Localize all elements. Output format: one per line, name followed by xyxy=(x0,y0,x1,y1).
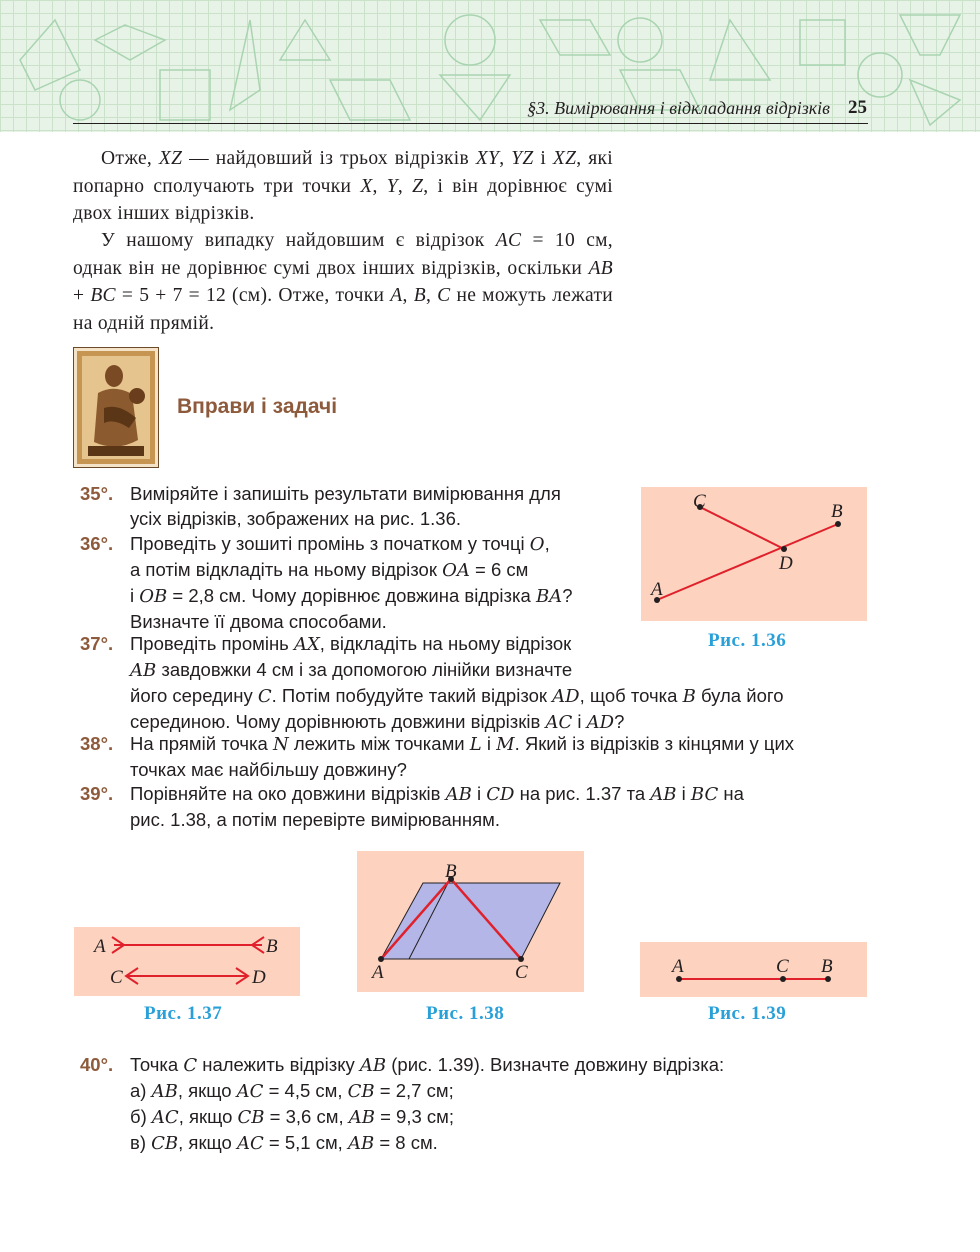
task-text-line: Виміряйте і запишіть результати вимірювання для xyxy=(130,483,561,504)
task-text-line: Порівняйте на око довжини відрізків AB і CD на рис. 1.37 та AB і BC на xyxy=(130,783,744,805)
task-38 xyxy=(80,731,870,781)
label-c: C xyxy=(776,956,789,977)
figure-1-36 xyxy=(641,487,867,621)
figure-1-37 xyxy=(74,927,300,996)
figure-1-38-diagram xyxy=(357,851,584,992)
task-text-line: Точка C належить відрізку AB (рис. 1.39). Визначте довжину відрізка: xyxy=(130,1054,725,1076)
caption-1-39: Рис. 1.39 xyxy=(708,1003,787,1024)
header-rule xyxy=(73,123,868,124)
intro-paragraph-1: Отже, XZ — найдовший із трьох відрізків XY, YZ і XZ, які попарно сполучають три точки X, Y, Z, і він дорівнює сумі двох інших відрізків. xyxy=(73,148,613,224)
section-title: Вправи і задачі xyxy=(177,395,338,418)
task-text-line: а) AB, якщо AC = 4,5 см, CB = 2,7 см; xyxy=(130,1080,454,1102)
segment-cd xyxy=(700,507,784,549)
task-number: 39°. xyxy=(80,783,114,804)
task-40 xyxy=(80,1052,870,1152)
task-number: 40°. xyxy=(80,1054,114,1075)
task-text-line: серединою. Чому дорівнюють довжини відрізків AC і AD? xyxy=(130,711,625,733)
label-a: A xyxy=(372,962,384,983)
caption-1-37: Рис. 1.37 xyxy=(144,1003,223,1024)
label-d: D xyxy=(252,967,266,988)
figure-1-39 xyxy=(640,942,867,997)
intro-paragraph-2: У нашому випадку найдовшим є відрізок AC = 10 см, однак він не дорівнює сумі двох інших відрізків, оскільки AB + BC = 5 + 7 = 12 (см). Отже, точки A, B, C не можуть лежати на одній прямій. xyxy=(73,230,613,334)
task-text-line: в) CB, якщо AC = 5,1 см, AB = 8 см. xyxy=(130,1132,438,1154)
task-text-line: точках має найбільшу довжину? xyxy=(130,759,407,780)
muse-figure-image xyxy=(74,348,158,467)
decorative-shapes xyxy=(0,0,980,132)
label-b: B xyxy=(821,956,833,977)
header-band xyxy=(0,0,980,132)
segment-ab xyxy=(657,524,838,600)
parallelogram xyxy=(381,883,560,959)
task-number: 36°. xyxy=(80,533,114,554)
label-b: B xyxy=(445,861,457,882)
task-number: 37°. xyxy=(80,633,114,654)
task-text-line: Визначте її двома способами. xyxy=(130,611,387,632)
figure-1-36-diagram xyxy=(641,487,867,621)
task-text-line: рис. 1.38, а потім перевірте вимірюванням. xyxy=(130,809,500,830)
task-text-line: б) AC, якщо CB = 3,6 см, AB = 9,3 см; xyxy=(130,1106,455,1128)
task-35 xyxy=(80,481,620,531)
label-c: C xyxy=(693,491,706,512)
label-c: C xyxy=(515,962,528,983)
task-text-line: усіх відрізків, зображених на рис. 1.36. xyxy=(130,508,462,529)
page-number: 25 xyxy=(848,97,867,118)
task-text-line: AB завдовжки 4 см і за допомогою лінійки визначте xyxy=(130,659,573,681)
task-text-line: На прямій точка N лежить між точками L і M. Який із відрізків з кінцями у цих xyxy=(130,733,795,755)
label-b: B xyxy=(266,936,278,957)
task-text-line: а потім відкладіть на ньому відрізок OA = 6 см xyxy=(130,559,529,581)
point-d xyxy=(781,546,787,552)
label-a: A xyxy=(651,579,663,600)
task-text-line: і OB = 2,8 см. Чому дорівнює довжина відрізка BA? xyxy=(130,585,573,607)
task-36 xyxy=(80,531,620,631)
task-text-line: Проведіть у зошиті промінь з початком у точці O, xyxy=(130,533,550,555)
figure-1-38 xyxy=(357,851,584,992)
label-b: B xyxy=(831,501,843,522)
caption-1-38: Рис. 1.38 xyxy=(426,1003,505,1024)
task-number: 38°. xyxy=(80,733,114,754)
figure-1-37-diagram xyxy=(74,927,300,996)
task-text-line: Проведіть промінь AX, відкладіть на ньому відрізок xyxy=(130,633,572,655)
label-c: C xyxy=(110,967,123,988)
label-a: A xyxy=(94,936,106,957)
caption-1-36: Рис. 1.36 xyxy=(708,630,787,651)
task-39 xyxy=(80,781,870,831)
task-text-line: його середину C. Потім побудуйте такий відрізок AD, щоб точка B була його xyxy=(130,685,784,707)
label-d: D xyxy=(779,553,793,574)
label-a: A xyxy=(672,956,684,977)
section-illustration xyxy=(73,347,159,468)
task-number: 35°. xyxy=(80,483,114,504)
figure-1-39-diagram xyxy=(640,942,867,997)
running-header: §3. Вимірювання і відкладання відрізків xyxy=(527,98,830,118)
